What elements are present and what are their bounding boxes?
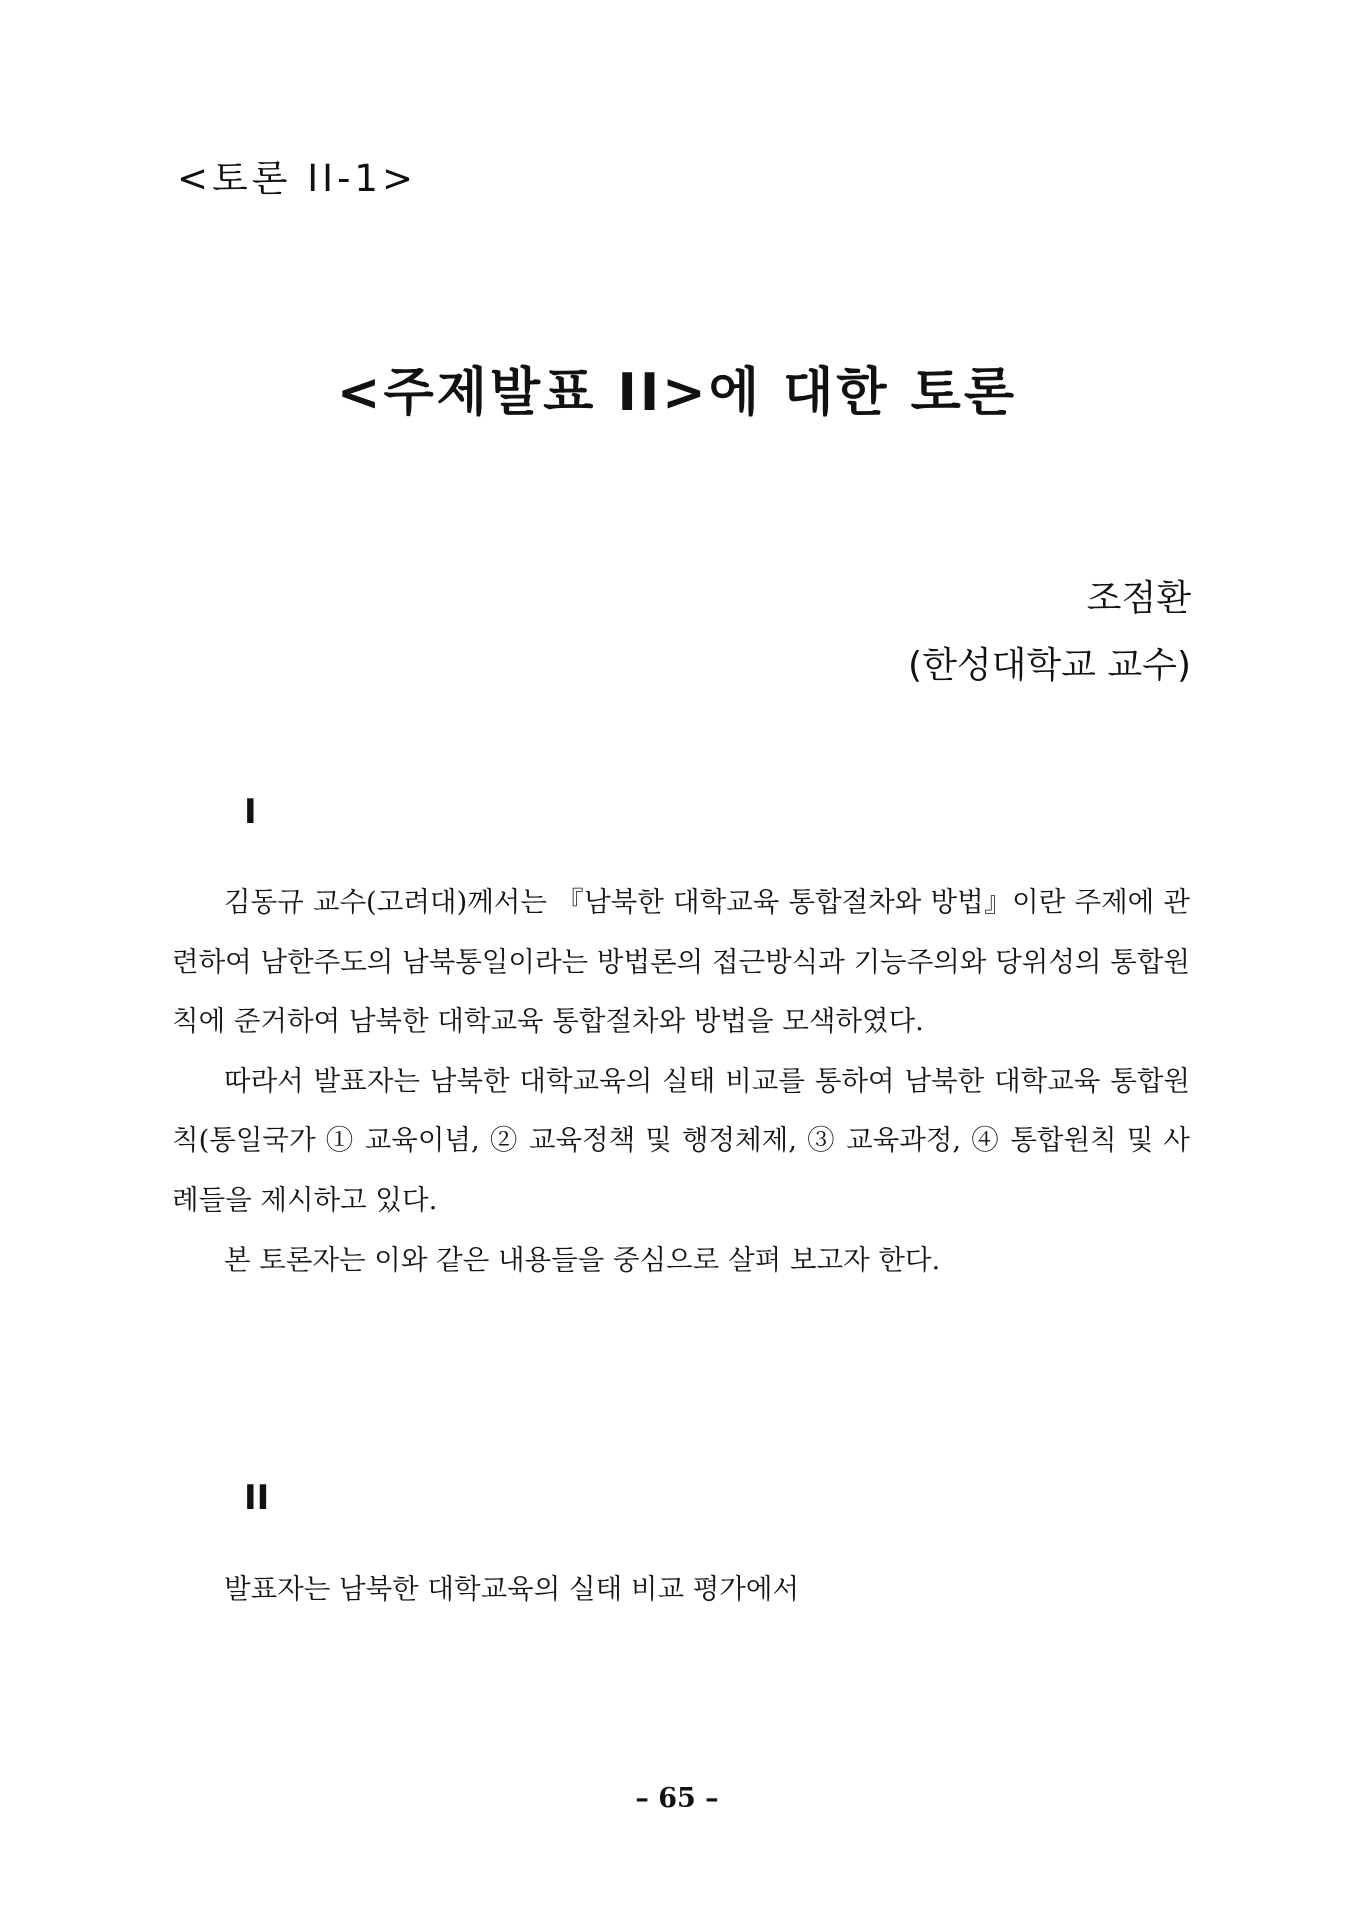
paragraph: 본 토론자는 이와 같은 내용들을 중심으로 살펴 보고자 한다. [224, 1243, 941, 1276]
section-heading-2: II [244, 1478, 270, 1518]
paragraph: 발표자는 남북한 대학교육의 실태 비교 평가에서 [224, 1573, 800, 1605]
author-name: 조점환 [1086, 578, 1191, 619]
page-number: – 65 – [635, 1783, 719, 1814]
section-body-2 [172, 1560, 1190, 1620]
paragraph: 따라서 발표자는 남북한 대학교육의 실태 비교를 통하여 남북한 대학교육 통합원칙(통일국가 ① 교육이념, ② 교육정책 및 행정체제, ③ 교육과정, ④ 통합원칙 및 사례들을 제시하고 있다. [172, 1064, 1190, 1216]
paragraph: 김동규 교수(고려대)께서는 『남북한 대학교육 통합절차와 방법』이란 주제에 관련하여 남한주도의 남북통일이라는 방법론의 접근방식과 기능주의와 당위성의 통합원칙에 준거하여 남북한 대학교육 통합절차와 방법을 모색하였다. [172, 886, 1190, 1038]
discussion-label: <토론 II-1> [177, 157, 417, 200]
section-body-1 [172, 873, 1190, 1290]
author-affiliation: (한성대학교 교수) [908, 645, 1191, 686]
page-title: <주제발표 II>에 대한 토론 [336, 363, 1018, 423]
section-heading-1: I [244, 792, 257, 832]
